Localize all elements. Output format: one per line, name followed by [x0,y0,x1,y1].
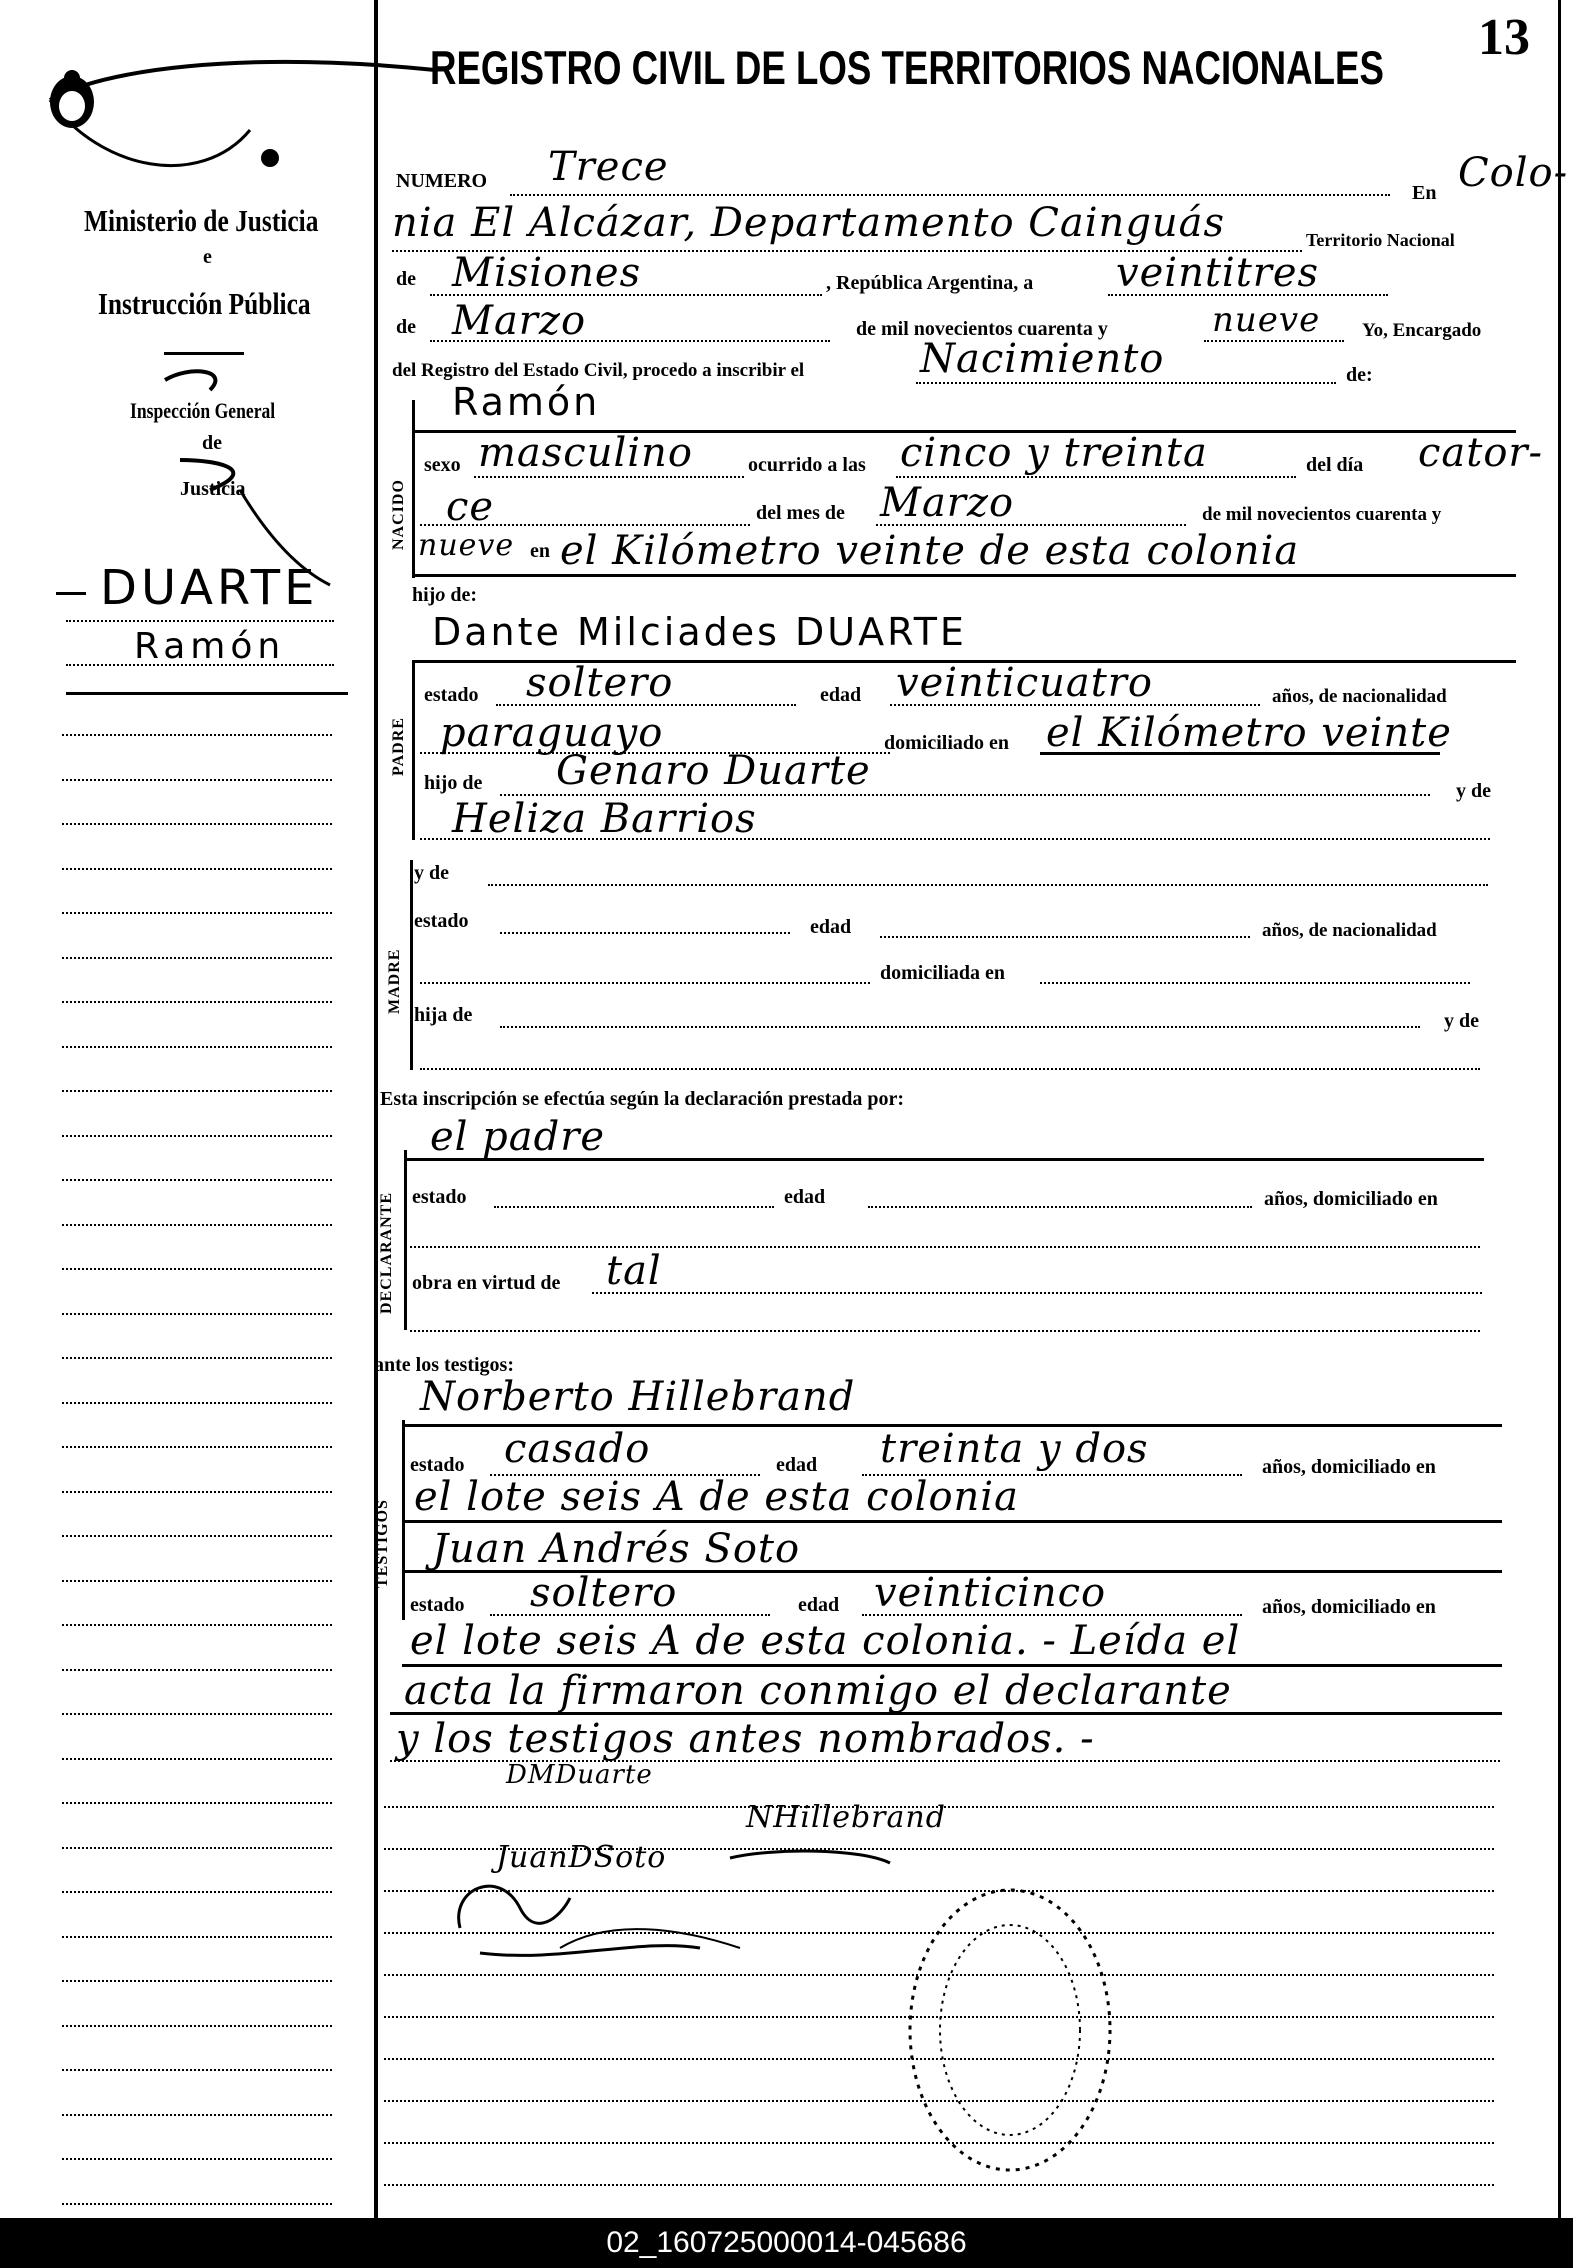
hijo-suffix: o [435,584,446,606]
testigo-1-edad: treinta y dos [880,1426,1149,1472]
day-line [1108,294,1388,296]
registro-label: del Registro del Estado Civil, procedo a inscribir el [392,360,805,381]
act-type-line [916,382,1336,384]
testigo-2-name: Juan Andrés Soto [432,1526,801,1572]
madre-section-label: MADRE [386,948,403,1014]
madre-y-de-line [420,1068,1480,1070]
ocurrido-label: ocurrido a las [748,454,866,476]
madre-domiciliada-label: domiciliada en [880,962,1006,984]
padre-edad-label: edad [820,684,862,706]
madre-hija-de-line [500,1026,1420,1028]
de-label-2: de [396,316,416,338]
dia-value-2: ce [446,484,495,530]
sidebar-ruled-line [62,912,332,914]
padre-estado-value: soltero [526,660,674,706]
declarante-intro: Esta inscripción se efectúa según la declaración prestada por: [380,1088,905,1110]
sidebar-ruled-line [62,1936,332,1938]
sidebar-ruled-line [62,1713,332,1715]
declarante-name-line [404,1158,1484,1161]
ministry-line-3: Instrucción Pública [98,286,311,321]
year-label: de mil novecientos cuarenta y [856,318,1108,340]
madre-edad-line [880,936,1250,938]
numero-value: Trece [548,144,669,190]
anio-label: de mil novecientos cuarenta y [1202,504,1442,525]
sidebar-ruled-line [62,868,332,870]
testigo-1-estado: casado [504,1426,651,1472]
madre-hija-de-label: hija de [414,1004,473,1026]
sidebar-ruled-line [62,2025,332,2027]
mes-label: del mes de [756,502,845,524]
sidebar-ruled-line [62,1891,332,1893]
lugar-line [412,574,1516,577]
en-label: En [1412,182,1437,204]
numero-label: NUMERO [396,170,488,192]
hijo-label [412,584,477,607]
madre-nacionalidad-line [420,982,870,984]
padre-estado-label: estado [424,684,479,706]
sidebar-ruled-line [62,2203,332,2205]
madre-edad-label: edad [810,916,852,938]
registry-stamp [900,1880,1120,2180]
padre-name-value: Dante Milciades DUARTE [432,610,967,654]
declarante-estado-label: estado [412,1186,467,1208]
left-margin-rule [374,0,378,2218]
sexo-value: masculino [478,430,693,476]
document-title: REGISTRO CIVIL DE LOS TERRITORIOS NACIONALES [430,41,1384,94]
hora-value: cinco y treinta [900,430,1208,476]
testigo-1-estado-label: estado [410,1454,465,1476]
nacido-en-label: en [530,540,550,562]
dia-value-1: cator- [1418,430,1544,476]
obra-line [592,1292,1482,1294]
sidebar-ruled-line [62,1224,332,1226]
sidebar-ruled-line [62,1758,332,1760]
sidebar-ruled-line [62,1179,332,1181]
sidebar-ruled-line [62,1046,332,1048]
testigo-2-estado-label: estado [410,1594,465,1616]
encargado-label: Yo, Encargado [1362,320,1482,341]
testigo-2-domicilio: el lote seis A de esta colonia. - Leída el [410,1618,1241,1664]
sidebar-ruled-line [62,2158,332,2160]
month-line [430,340,830,342]
inspection-line-2: de [202,432,222,454]
signature-2: NHillebrand [746,1800,946,1835]
anio-value: nueve [418,528,515,563]
sexo-label: sexo [424,454,461,476]
declarante-edad-label: edad [784,1186,826,1208]
padre-de-padre-value: Genaro Duarte [556,748,871,794]
sidebar-pen-scribble [150,360,340,590]
sidebar-ruled-line [62,1090,332,1092]
sidebar-ruled-line [62,1847,332,1849]
madre-estado-line [500,932,790,934]
sidebar-given-line [66,664,334,666]
sidebar-surname: DUARTE [100,560,319,616]
sidebar-ruled-line [62,1980,332,1982]
sidebar-ruled-line [62,1313,332,1315]
sidebar-ruled-line [62,1001,332,1003]
colonia-value-2: nia El Alcázar, Departamento Cainguás [392,200,1226,246]
declarante-estado-line [494,1206,774,1208]
sidebar-ruled-line [62,1135,332,1137]
lugar-value: el Kilómetro veinte de esta colonia [560,528,1300,574]
hijo-de-label: de: [450,584,478,606]
testigos-section-label: TESTIGOS [374,1499,391,1588]
sidebar-ruled-line [62,1802,332,1804]
madre-nacionalidad-label: años, de nacionalidad [1262,920,1437,941]
testigo-2-estado: soltero [530,1570,678,1616]
year-value: nueve [1212,300,1321,340]
hijo-prefix: hij [412,584,436,606]
testigos-intro: ante los testigos: [374,1354,514,1376]
day-value: veintitres [1116,250,1320,296]
obra-label: obra en virtud de [412,1272,561,1294]
padre-nacionalidad-value: paraguayo [440,710,664,756]
signature-ruled-line [384,2184,1494,2186]
nacido-name-value: Ramón [452,380,601,424]
territorio-label: Territorio Nacional [1306,230,1455,250]
madre-estado-label: estado [414,910,469,932]
act-type-value: Nacimiento [920,336,1165,382]
sidebar-ruled-line [62,1491,332,1493]
obra-value: tal [606,1248,662,1294]
de-label-3: de: [1346,364,1373,386]
sidebar-ruled-line [62,1580,332,1582]
padre-y-de-label: y de [1456,780,1491,802]
year-line [1204,340,1344,342]
nacido-brace [412,400,415,578]
national-coat-of-arms [40,40,440,210]
testigo-2-domicilio-label: años, domiciliado en [1262,1596,1436,1618]
padre-edad-line [890,704,1260,706]
ministry-line-1: Ministerio de Justicia [84,203,319,238]
republica-label: , República Argentina, a [826,272,1034,294]
padre-hijo-de-label: hijo de [424,772,483,794]
sidebar-surname-dash [56,592,86,595]
sidebar-ruled-line [62,779,332,781]
sidebar-ruled-line [62,1624,332,1626]
sidebar-ruled-line [62,823,332,825]
testigo-2-edad: veinticinco [874,1570,1107,1616]
signature-1: DMDuarte [506,1760,653,1790]
madre-y-de-label: y de [414,862,449,884]
testigo-1-edad-label: edad [776,1454,818,1476]
madre-de-padre-line [420,838,1490,840]
month-value: Marzo [452,298,587,344]
testigo-1-domicilio-line [402,1520,1502,1523]
inspection-line-3: Justicia [180,478,246,500]
testigo-1-domicilio-label: años, domiciliado en [1262,1456,1436,1478]
declarante-domiciliado-label: años, domiciliado en [1264,1188,1438,1210]
sidebar-ruled-line [62,957,332,959]
madre-brace [410,860,413,1070]
declarante-brace [404,1150,407,1330]
padre-domiciliado-label: domiciliado en [884,732,1010,754]
dia-label: del día [1306,454,1364,476]
de-label: de [396,268,416,290]
colonia-value-1: Colo- [1458,150,1569,196]
padre-domicilio-value: el Kilómetro veinte [1046,710,1452,756]
sidebar-ruled-line [62,1446,332,1448]
sidebar-ruled-line [62,2114,332,2116]
madre-de-padre-value: Heliza Barrios [452,796,757,842]
padre-nacionalidad-label: años, de nacionalidad [1272,686,1447,707]
declarante-name-value: el padre [430,1114,606,1160]
madre-domicilio-line [1040,982,1470,984]
sidebar-ruled-line [62,2069,332,2071]
closing-line-2: y los testigos antes nombrados. - [396,1716,1095,1762]
padre-section-label: PADRE [390,717,407,776]
hora-line [896,476,1296,478]
numero-line [510,194,1390,196]
madre-name-line [488,884,1488,886]
sidebar-given-name: Ramón [134,626,286,667]
sidebar-ruled-line [62,1268,332,1270]
sidebar-surname-line [66,620,334,622]
sidebar-ruled-line [62,1535,332,1537]
padre-domicilio-line [1040,752,1440,755]
sidebar-ruled-line [62,734,332,736]
sidebar-divider [164,352,244,355]
closing-line-1-rule [390,1712,1502,1715]
declarante-section-label: DECLARANTE [378,1191,395,1314]
territorio-line [430,294,822,296]
padre-estado-line [496,704,796,706]
declarante-edad-line [868,1206,1252,1208]
sidebar-solid-line [66,692,348,695]
nacido-section-label: NACIDO [390,479,407,550]
testigo-1-domicilio: el lote seis A de esta colonia [414,1474,1019,1520]
sidebar-ruled-line [62,1669,332,1671]
testigo-2-estado-line [490,1614,770,1616]
padre-edad-value: veinticuatro [896,660,1153,706]
padre-brace [412,660,415,840]
signature-3: JuanDSoto [496,1840,667,1875]
testigo-2-domicilio-line [402,1664,1502,1667]
testigo-2-edad-label: edad [798,1594,840,1616]
page-number: 13 [1478,9,1530,66]
sexo-line [474,476,744,478]
madre-y-de-label-2: y de [1444,1010,1479,1032]
obra-line-2 [410,1330,1480,1332]
closing-line-1: acta la firmaron conmigo el declarante [404,1668,1232,1714]
sidebar-ruled-line [62,1357,332,1359]
declarante-domicilio-line [410,1246,1480,1248]
inspection-line-1: Inspección General [130,398,276,423]
mes-line [876,524,1186,526]
ministry-line-2: e [203,246,212,268]
right-margin-rule [1558,0,1561,2218]
dia-line [420,524,750,526]
sidebar-ruled-line [62,1402,332,1404]
mes-value: Marzo [880,480,1015,526]
territorio-value: Misiones [452,250,642,296]
testigo-2-edad-line [862,1614,1242,1616]
document-footer-id: 02_160725000014-045686 [0,2218,1573,2268]
testigo-1-name: Norberto Hillebrand [420,1374,856,1420]
